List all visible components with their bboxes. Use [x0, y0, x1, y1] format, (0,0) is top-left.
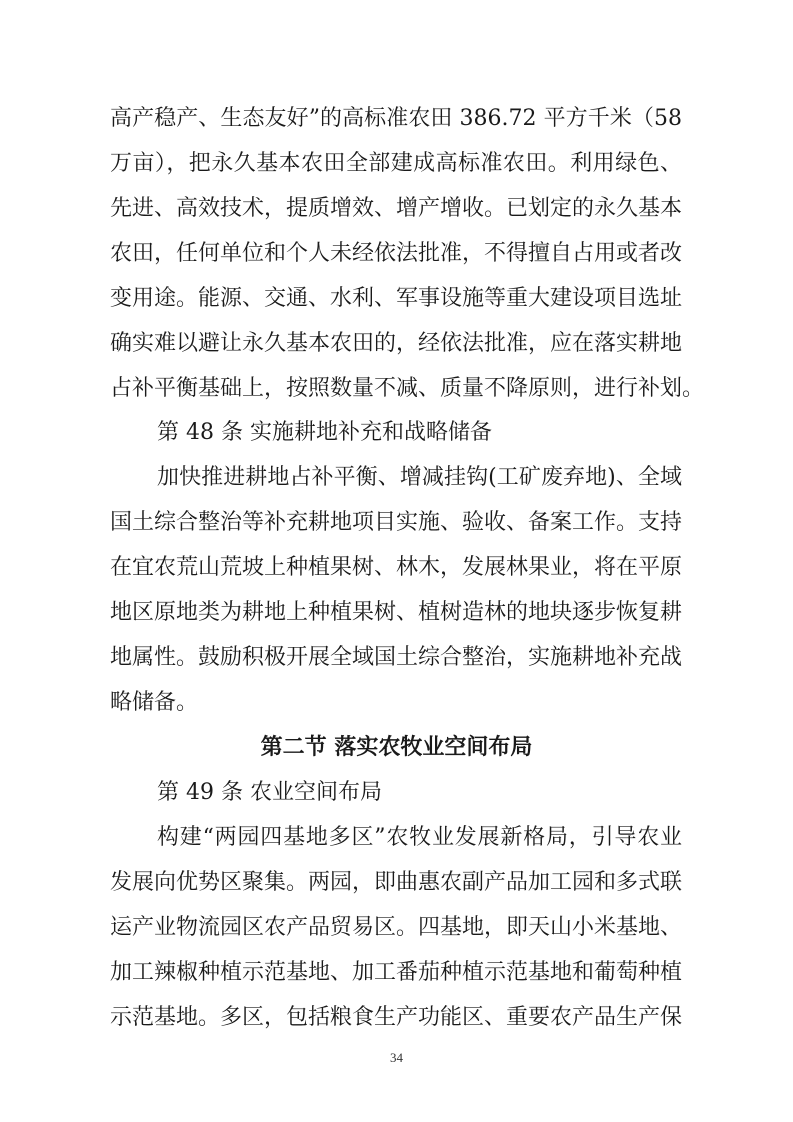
paragraph-line: 万亩），把永久基本农田全部建成高标准农田。利用绿色、	[110, 151, 682, 176]
paragraph-line: 加工辣椒种植示范基地、加工番茄种植示范基地和葡萄种植	[110, 960, 683, 985]
paragraph-line: 略储备。	[110, 690, 199, 715]
paragraph-line: 示范基地。多区，包括粮食生产功能区、重要农产品生产保	[110, 1005, 683, 1030]
paragraph-line: 先进、高效技术，提质增效、增产增收。已划定的永久基本	[110, 196, 683, 221]
paragraph-line: 加快推进耕地占补平衡、增减挂钩(工矿废弃地)、全域	[157, 465, 682, 490]
paragraph-line: 占补平衡基础上，按照数量不减、质量不降原则，进行补划。	[110, 376, 705, 401]
paragraph-line: 变用途。能源、交通、水利、军事设施等重大建设项目选址	[110, 286, 683, 311]
paragraph-line: 构建“两园四基地多区”农牧业发展新格局，引导农业	[157, 825, 682, 850]
article-heading: 第 48 条 实施耕地补充和战略储备	[157, 420, 492, 445]
paragraph-line: 高产稳产、生态友好”的高标准农田 386.72 平方千米（58	[110, 106, 682, 131]
paragraph-line: 在宜农荒山荒坡上种植果树、林木，发展林果业，将在平原	[110, 555, 683, 580]
section-title: 第二节 落实农牧业空间布局	[260, 735, 533, 760]
paragraph-line: 确实难以避让永久基本农田的，经依法批准，应在落实耕地	[110, 331, 683, 356]
paragraph-line: 农田，任何单位和个人未经依法批准，不得擅自占用或者改	[110, 241, 683, 266]
page-number: 34	[390, 1050, 403, 1065]
paragraph-line: 地属性。鼓励积极开展全域国土综合整治，实施耕地补充战	[110, 645, 683, 670]
paragraph-line: 运产业物流园区农产品贸易区。四基地，即天山小米基地、	[110, 915, 683, 940]
article-heading: 第 49 条 农业空间布局	[157, 780, 382, 805]
paragraph-line: 发展向优势区聚集。两园，即曲惠农副产品加工园和多式联	[110, 870, 683, 895]
paragraph-line: 地区原地类为耕地上种植果树、植树造林的地块逐步恢复耕	[110, 600, 683, 625]
paragraph-line: 国土综合整治等补充耕地项目实施、验收、备案工作。支持	[110, 510, 683, 535]
